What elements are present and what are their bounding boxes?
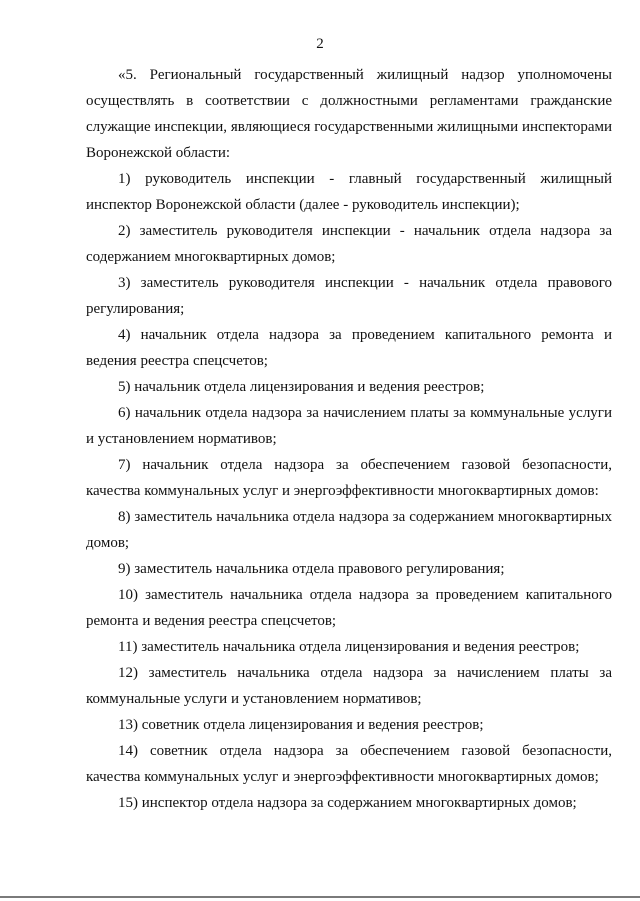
list-item: 2) заместитель руководителя инспекции - начальник отдела надзора за содержанием многоквартирных домов; (86, 223, 612, 265)
paragraph-intro: «5. Региональный государственный жилищный надзор уполномочены осуществлять в соответствии с должностными регламентами гражданские служащие инспекции, являющиеся государственными жилищными инспекторами Воронежской области: (86, 67, 612, 161)
list-item: 1) руководитель инспекции - главный государственный жилищный инспектор Воронежской области (далее - руководитель инспекции); (86, 171, 612, 213)
list-item: 8) заместитель начальника отдела надзора за содержанием многоквартирных домов; (86, 509, 612, 551)
list-item: 4) начальник отдела надзора за проведением капитального ремонта и ведения реестра спецсчетов; (86, 327, 612, 369)
list-item: 3) заместитель руководителя инспекции - начальник отдела правового регулирования; (86, 275, 612, 317)
list-item: 15) инспектор отдела надзора за содержанием многоквартирных домов; (118, 795, 577, 811)
list-item: 11) заместитель начальника отдела лицензирования и ведения реестров; (118, 639, 580, 655)
scan-edge-line (0, 896, 640, 898)
list-item: 5) начальник отдела лицензирования и ведения реестров; (118, 379, 485, 395)
list-item: 12) заместитель начальника отдела надзора за начислением платы за коммунальные услуги и установлением нормативов; (86, 665, 612, 707)
page-number: 2 (316, 36, 324, 52)
list-item: 14) советник отдела надзора за обеспечением газовой безопасности, качества коммунальных услуг и энергоэффективности многоквартирных домов; (86, 743, 612, 785)
list-item: 9) заместитель начальника отдела правового регулирования; (118, 561, 505, 577)
list-item: 10) заместитель начальника отдела надзора за проведением капитального ремонта и ведения реестра спецсчетов; (86, 587, 612, 629)
document-body (86, 62, 612, 816)
list-item: 7) начальник отдела надзора за обеспечением газовой безопасности, качества коммунальных услуг и энергоэффективности многоквартирных домов: (86, 457, 612, 499)
list-item: 6) начальник отдела надзора за начислением платы за коммунальные услуги и установлением нормативов; (86, 405, 612, 447)
list-item: 13) советник отдела лицензирования и ведения реестров; (118, 717, 484, 733)
